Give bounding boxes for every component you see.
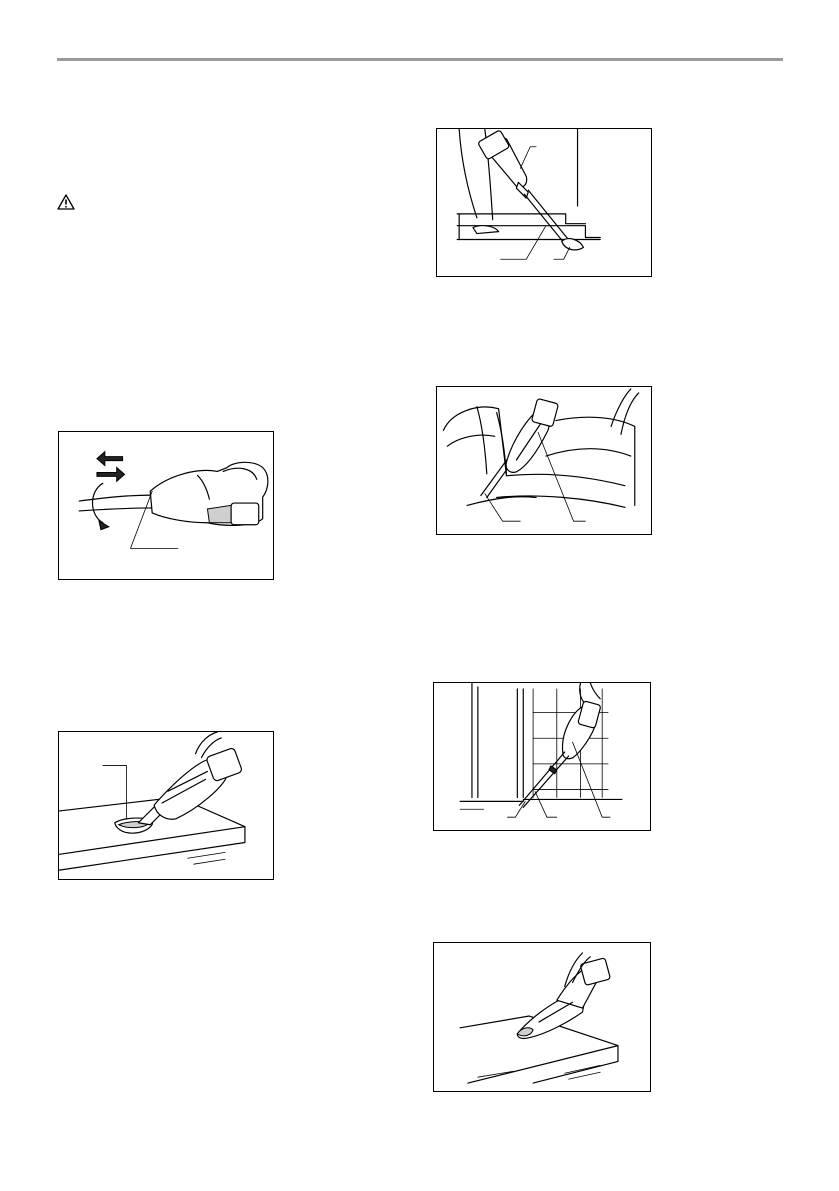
figure-stairs-extension (436, 128, 652, 277)
vacuum-nozzle-attach-illustration (59, 432, 273, 579)
figure-table-direct (433, 942, 651, 1092)
vacuum-stairs-illustration (437, 129, 651, 276)
warning-triangle-icon (57, 194, 75, 210)
figure-nozzle-attach (58, 431, 274, 580)
vacuum-window-illustration (434, 683, 650, 830)
header-rule (57, 58, 783, 61)
figure-floor-nozzle-table (58, 731, 274, 880)
figure-window-crevice (433, 682, 651, 831)
figure-car-seat-corner (436, 386, 652, 535)
vacuum-car-seat-illustration (437, 387, 651, 534)
vacuum-direct-illustration (434, 943, 650, 1091)
vacuum-floor-nozzle-illustration (59, 732, 273, 879)
